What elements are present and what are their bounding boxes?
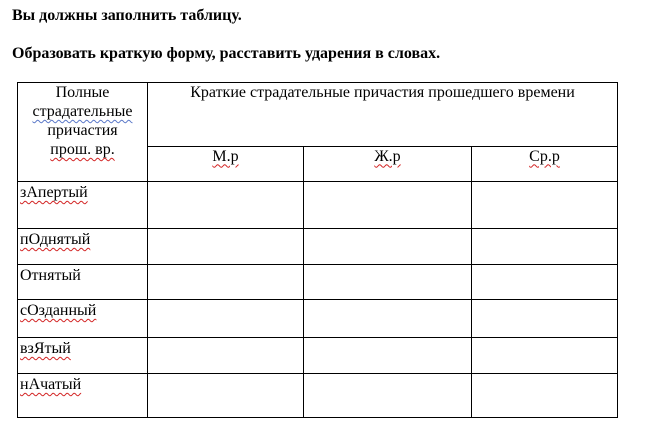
short-participles-header: Краткие страдательные причастия прошедшего времени	[148, 83, 618, 147]
instruction-line-1: Вы должны заполнить таблицу.	[12, 7, 242, 24]
fem-answer-cell[interactable]	[304, 265, 472, 300]
participle-word-cell	[18, 265, 148, 300]
participle-word-cell	[18, 338, 148, 374]
participle-word-cell	[18, 229, 148, 265]
table-row	[18, 182, 618, 229]
column-header-masc	[148, 146, 304, 181]
neut-answer-cell[interactable]	[472, 300, 618, 338]
column-header-masc-label: М.р	[212, 147, 239, 165]
neut-answer-cell[interactable]	[472, 182, 618, 229]
fem-answer-cell[interactable]	[304, 229, 472, 265]
instruction-line-2: Образовать краткую форму, расставить ударения в словах.	[12, 45, 441, 62]
participle-word: пОднятый	[20, 231, 91, 248]
table-row	[18, 300, 618, 338]
masc-answer-cell[interactable]	[148, 182, 304, 229]
full-participles-header-line2: страдательные	[32, 103, 133, 120]
column-header-fem	[304, 146, 472, 181]
column-header-neut	[472, 146, 618, 181]
participle-word-cell	[18, 300, 148, 338]
masc-answer-cell[interactable]	[148, 229, 304, 265]
column-header-fem-label: Ж.р	[374, 147, 401, 165]
table-row	[18, 374, 618, 418]
table-row	[18, 338, 618, 374]
neut-answer-cell[interactable]	[472, 229, 618, 265]
header-row-top	[18, 83, 618, 147]
full-participles-header-line3: причастия	[47, 122, 118, 139]
neut-answer-cell[interactable]	[472, 265, 618, 300]
neut-answer-cell[interactable]	[472, 374, 618, 418]
participle-word: сОзданный	[20, 302, 97, 319]
fem-answer-cell[interactable]	[304, 300, 472, 338]
neut-answer-cell[interactable]	[472, 338, 618, 374]
masc-answer-cell[interactable]	[148, 338, 304, 374]
participle-word: взЯтый	[20, 340, 71, 357]
masc-answer-cell[interactable]	[148, 374, 304, 418]
full-participles-header	[18, 83, 148, 182]
full-participles-header-line4: прош. вр.	[50, 141, 115, 158]
column-header-neut-label: Ср.р	[529, 147, 560, 165]
masc-answer-cell[interactable]	[148, 265, 304, 300]
fem-answer-cell[interactable]	[304, 374, 472, 418]
participles-table	[17, 82, 618, 418]
fem-answer-cell[interactable]	[304, 338, 472, 374]
participle-word: зАпертый	[20, 184, 88, 201]
table-row	[18, 229, 618, 265]
participle-word: Отнятый	[20, 267, 81, 284]
participle-word-cell	[18, 374, 148, 418]
fem-answer-cell[interactable]	[304, 182, 472, 229]
table-row	[18, 265, 618, 300]
participle-word-cell	[18, 182, 148, 229]
full-participles-header-line1: Полные	[55, 84, 110, 101]
masc-answer-cell[interactable]	[148, 300, 304, 338]
participle-word: нАчатый	[20, 376, 82, 393]
